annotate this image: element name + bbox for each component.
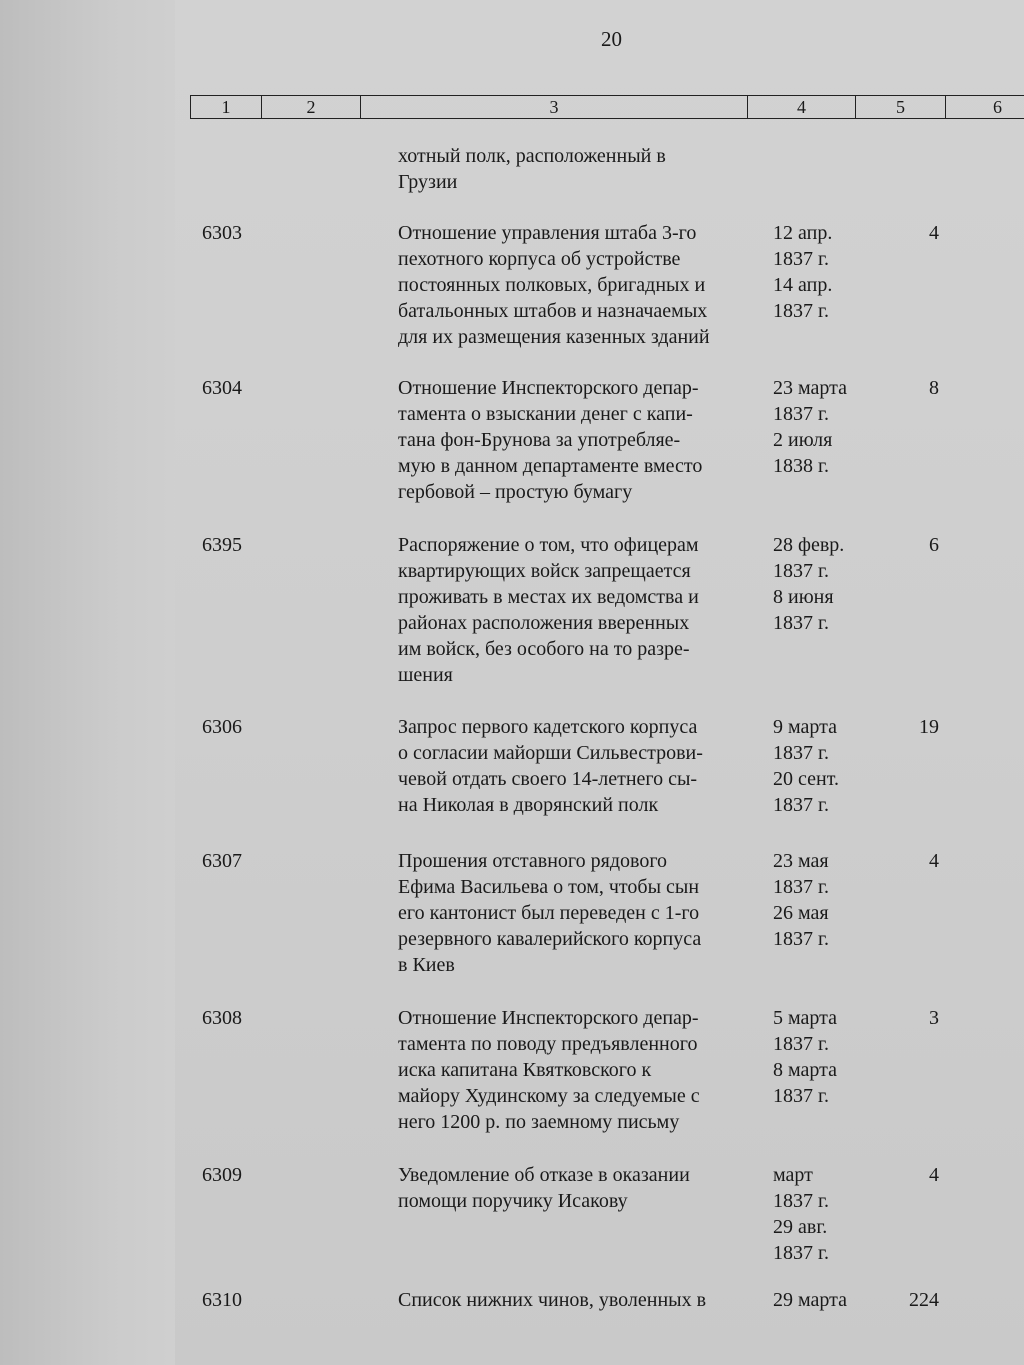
- date-line: 20 сент.: [773, 768, 839, 790]
- description-line: на Николая в дворянский полк: [398, 794, 659, 816]
- date-line: 1838 г.: [773, 455, 829, 477]
- date-line: 14 апр.: [773, 274, 833, 296]
- date-line: 26 мая: [773, 902, 829, 924]
- column-header-row: [190, 95, 1024, 119]
- date-line: 1837 г.: [773, 248, 829, 270]
- item-dates: [773, 1287, 883, 1313]
- description-line: его кантонист был переведен с 1-го: [398, 902, 700, 924]
- item-dates: [773, 220, 883, 324]
- date-line: 1837 г.: [773, 560, 829, 582]
- description-line: квартирующих войск запрещается: [398, 560, 691, 582]
- item-number: 6304: [202, 377, 242, 399]
- date-line: 1837 г.: [773, 876, 829, 898]
- document-page: [175, 0, 1024, 1365]
- column-header-3: 3: [361, 96, 748, 118]
- item-number: 6395: [202, 534, 242, 556]
- description-line: о согласии майорши Сильвестрови-: [398, 742, 703, 764]
- date-line: 1837 г.: [773, 1242, 829, 1264]
- description-line: майору Худинскому за следуемые с: [398, 1085, 700, 1107]
- description-line: Запрос первого кадетского корпуса: [398, 716, 698, 738]
- description-line: резервного кавалерийского корпуса: [398, 928, 702, 950]
- date-line: 9 марта: [773, 716, 837, 738]
- description-line: Отношение Инспекторского депар-: [398, 1007, 699, 1029]
- item-description: [398, 220, 758, 350]
- item-sheets: 19: [919, 716, 939, 738]
- item-description: [398, 1005, 758, 1135]
- date-line: 1837 г.: [773, 1085, 829, 1107]
- date-line: март: [773, 1164, 813, 1186]
- item-dates: [773, 532, 883, 636]
- date-line: 12 апр.: [773, 222, 833, 244]
- item-number: 6306: [202, 716, 242, 738]
- date-line: 28 февр.: [773, 534, 845, 556]
- date-line: 23 марта: [773, 377, 847, 399]
- date-line: 1837 г.: [773, 928, 829, 950]
- item-dates: [773, 1005, 883, 1109]
- item-dates: [773, 1162, 883, 1266]
- item-number: 6303: [202, 222, 242, 244]
- facing-page-edge: [0, 0, 185, 1365]
- description-line: тамента по поводу предъявленного: [398, 1033, 698, 1055]
- date-line: 8 июня: [773, 586, 834, 608]
- description-line: помощи поручику Исакову: [398, 1190, 628, 1212]
- date-line: 29 авг.: [773, 1216, 828, 1238]
- description-line: хотный полк, расположенный в: [398, 145, 666, 167]
- date-line: 1837 г.: [773, 1033, 829, 1055]
- description-line: Ефима Васильева о том, чтобы сын: [398, 876, 700, 898]
- description-line: Уведомление об отказе в оказании: [398, 1164, 690, 1186]
- item-description: [398, 1287, 758, 1313]
- description-line: чевой отдать своего 14-летнего сы-: [398, 768, 698, 790]
- item-dates: [773, 714, 883, 818]
- description-line: иска капитана Квятковского к: [398, 1059, 652, 1081]
- column-header-6: 6: [993, 97, 1002, 117]
- date-line: 1837 г.: [773, 403, 829, 425]
- description-line: проживать в местах их ведомства и: [398, 586, 699, 608]
- item-sheets: 4: [929, 222, 939, 244]
- item-description: [398, 1162, 758, 1214]
- date-line: 1837 г.: [773, 742, 829, 764]
- date-line: 29 марта: [773, 1289, 847, 1311]
- item-description: [398, 848, 758, 978]
- date-line: 1837 г.: [773, 612, 829, 634]
- description-line: гербовой – простую бумагу: [398, 481, 633, 503]
- column-header-5: 5: [856, 96, 946, 118]
- item-sheets: 3: [929, 1007, 939, 1029]
- item-number: 6310: [202, 1289, 242, 1311]
- item-sheets: 224: [909, 1289, 939, 1311]
- description-line: него 1200 р. по заемному письму: [398, 1111, 680, 1133]
- item-description: [398, 143, 758, 195]
- column-header-2: 2: [262, 96, 361, 118]
- description-line: тана фон-Брунова за употребляе-: [398, 429, 681, 451]
- description-line: тамента о взыскании денег с капи-: [398, 403, 693, 425]
- item-number: 6309: [202, 1164, 242, 1186]
- description-line: Отношение управления штаба 3-го: [398, 222, 697, 244]
- description-line: шения: [398, 664, 453, 686]
- description-line: районах расположения вверенных: [398, 612, 690, 634]
- item-sheets: 4: [929, 1164, 939, 1186]
- description-line: Отношение Инспекторского депар-: [398, 377, 699, 399]
- page-number: 20: [601, 27, 622, 51]
- date-line: 1837 г.: [773, 300, 829, 322]
- item-sheets: 6: [929, 534, 939, 556]
- item-sheets: 4: [929, 850, 939, 872]
- description-line: Грузии: [398, 171, 458, 193]
- description-line: Распоряжение о том, что офицерам: [398, 534, 699, 556]
- description-line: Список нижних чинов, уволенных в: [398, 1289, 707, 1311]
- description-line: батальонных штабов и назначаемых: [398, 300, 708, 322]
- date-line: 23 мая: [773, 850, 829, 872]
- description-line: постоянных полковых, бригадных и: [398, 274, 706, 296]
- date-line: 1837 г.: [773, 1190, 829, 1212]
- description-line: в Киев: [398, 954, 455, 976]
- description-line: для их размещения казенных зданий: [398, 326, 710, 348]
- item-dates: [773, 375, 883, 479]
- description-line: Прошения отставного рядового: [398, 850, 668, 872]
- date-line: 2 июля: [773, 429, 833, 451]
- item-number: 6307: [202, 850, 242, 872]
- item-sheets: 8: [929, 377, 939, 399]
- item-dates: [773, 848, 883, 952]
- item-number: 6308: [202, 1007, 242, 1029]
- column-header-1: 1: [191, 96, 262, 118]
- description-line: им войск, без особого на то разре-: [398, 638, 690, 660]
- column-header-4: 4: [748, 96, 856, 118]
- item-description: [398, 375, 758, 505]
- date-line: 8 марта: [773, 1059, 837, 1081]
- date-line: 5 марта: [773, 1007, 837, 1029]
- item-description: [398, 714, 758, 818]
- item-description: [398, 532, 758, 688]
- description-line: мую в данном департаменте вместо: [398, 455, 703, 477]
- description-line: пехотного корпуса об устройстве: [398, 248, 681, 270]
- date-line: 1837 г.: [773, 794, 829, 816]
